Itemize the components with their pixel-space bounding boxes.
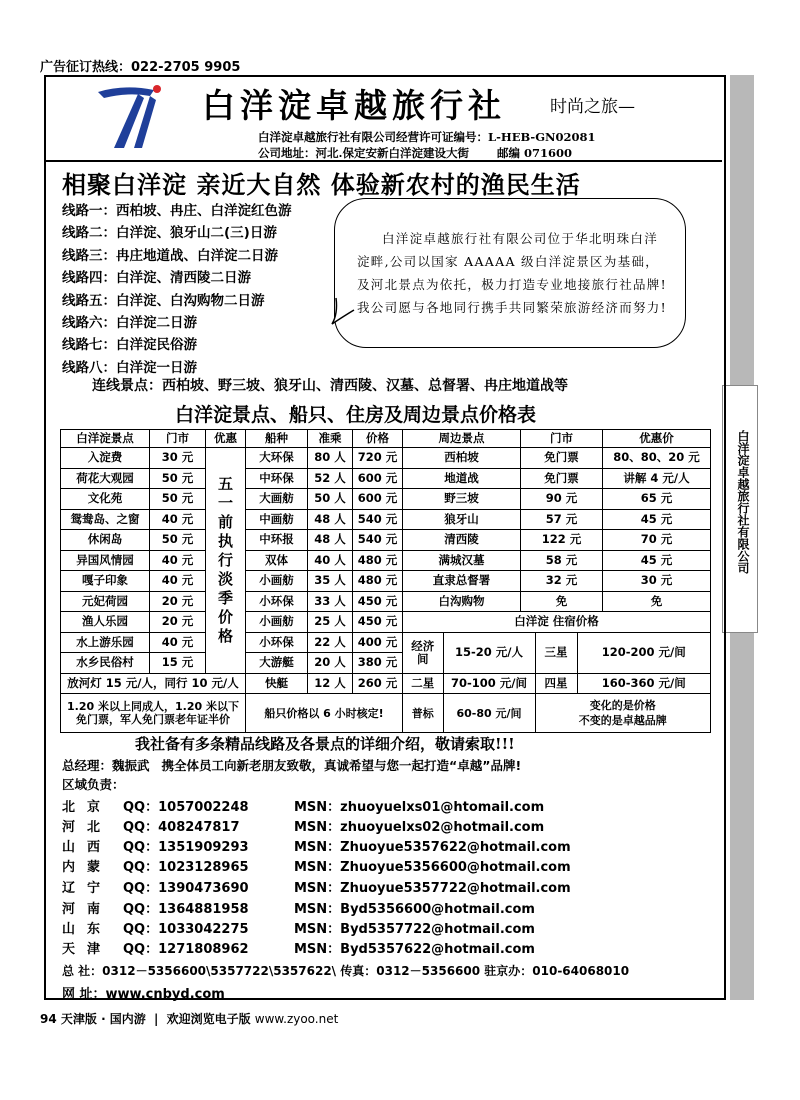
table-cell: 380 元 <box>353 653 403 674</box>
table-cell: 元妃荷园 <box>61 591 150 612</box>
table-cell: 260 元 <box>353 673 403 694</box>
region-qq: QQ：1351909293 <box>123 840 249 855</box>
footer-url[interactable]: www.zyoo.net <box>254 1012 339 1026</box>
table-cell: 狼牙山 <box>403 509 521 530</box>
region-msn: MSN：Zhuoyue5357722@hotmail.com <box>294 881 571 896</box>
connected-sights: 连线景点：西柏坡、野三坡、狼牙山、清西陵、汉墓、总督署、冉庄地道战等 <box>92 378 568 394</box>
ad-hotline: 广告征订热线：022-2705 9905 <box>40 60 241 75</box>
table-cell: 450 元 <box>353 591 403 612</box>
table-cell: 异国风情园 <box>61 550 150 571</box>
lodging-rates-row3 <box>403 694 711 733</box>
table-cell: 小环保 <box>246 591 308 612</box>
table-row <box>403 633 710 673</box>
region-msn: MSN：Zhuoyue5357622@hotmail.com <box>294 840 571 855</box>
table-cell: 40 元 <box>150 509 206 530</box>
column-header: 门市 <box>150 430 206 448</box>
company-address-line <box>258 145 572 161</box>
table-cell: 80、80、20 元 <box>603 448 711 469</box>
route-item: 线路六：白洋淀二日游 <box>62 315 197 332</box>
table-cell: 水乡民俗村 <box>61 653 150 674</box>
table-cell: 32 元 <box>521 571 603 592</box>
economy-price: 15-20 元/人 <box>443 633 535 673</box>
lodging-rates-3 <box>403 694 710 732</box>
column-header: 优惠 <box>206 430 246 448</box>
region-row <box>62 918 622 938</box>
region-row <box>62 796 622 816</box>
region-qq: QQ：1057002248 <box>123 800 249 815</box>
table-cell: 50 元 <box>150 489 206 510</box>
region-province: 河北 <box>62 820 113 835</box>
table-cell: 大游艇 <box>246 653 308 674</box>
table-row <box>61 448 711 469</box>
side-tab-label: 白洋淀卓越旅行社有限公司 <box>736 430 750 574</box>
table-cell: 中环报 <box>246 530 308 551</box>
table-cell: 入淀费 <box>61 448 150 469</box>
region-row <box>62 836 622 856</box>
boat-note: 船只价格以 6 小时核定! <box>246 694 403 733</box>
brand-note-line: 不变的是卓越品牌 <box>578 714 667 727</box>
headline: 相聚白洋淀 亲近大自然 体验新农村的渔民生活 <box>62 170 581 199</box>
table-cell: 双体 <box>246 550 308 571</box>
region-msn: MSN：zhuoyuelxs02@hotmail.com <box>294 820 545 835</box>
table-cell: 450 元 <box>353 612 403 633</box>
region-province: 山东 <box>62 922 113 937</box>
general-manager: 总经理：魏振武 <box>62 758 150 773</box>
table-cell: 免门票 <box>521 468 603 489</box>
table-cell: 中环保 <box>246 468 308 489</box>
website-link[interactable]: 网 址：www.cnbyd.com <box>62 987 225 1002</box>
company-slogan: 时尚之旅— <box>550 97 635 117</box>
region-province: 辽宁 <box>62 881 113 896</box>
region-row <box>62 856 622 876</box>
table-cell: 白沟购物 <box>403 591 521 612</box>
region-msn: MSN：Zhuoyue5356600@hotmail.com <box>294 860 571 875</box>
region-province: 山西 <box>62 840 113 855</box>
table-cell: 小环保 <box>246 632 308 653</box>
route-item: 线路五：白洋淀、白沟购物二日游 <box>62 292 265 309</box>
table-cell: 小画舫 <box>246 612 308 633</box>
three-star-label: 三星 <box>535 633 577 673</box>
table-cell: 渔人乐园 <box>61 612 150 633</box>
column-header: 准乘 <box>308 430 353 448</box>
table-cell: 免门票 <box>521 448 603 469</box>
route-item: 线路七：白洋淀民俗游 <box>62 337 197 354</box>
table-cell: 40 人 <box>308 550 353 571</box>
lodging-rates <box>403 633 710 673</box>
table-cell: 480 元 <box>353 571 403 592</box>
table-cell: 540 元 <box>353 530 403 551</box>
column-header: 价格 <box>353 430 403 448</box>
table-cell: 大环保 <box>246 448 308 469</box>
table-cell: 25 人 <box>308 612 353 633</box>
table-cell: 600 元 <box>353 489 403 510</box>
table-cell: 122 元 <box>521 530 603 551</box>
region-province: 河南 <box>62 902 113 917</box>
column-header: 白洋淀景点 <box>61 430 150 448</box>
region-row <box>62 898 622 918</box>
region-province: 天津 <box>62 942 113 957</box>
table-cell: 48 人 <box>308 530 353 551</box>
standard-price: 60-80 元/间 <box>443 694 535 732</box>
table-cell: 50 人 <box>308 489 353 510</box>
four-star-price: 160-360 元/间 <box>601 675 686 690</box>
two-star-price: 70-100 元/间 <box>443 674 535 694</box>
call-to-action: 我社备有多条精品线路及各景点的详细介绍，敬请索取!!! <box>135 735 515 753</box>
table-cell: 480 元 <box>353 550 403 571</box>
price-table-title: 白洋淀景点、船只、住房及周边景点价格表 <box>175 404 537 426</box>
table-cell: 满城汉墓 <box>403 550 521 571</box>
table-cell: 小画舫 <box>246 571 308 592</box>
company-name: 白洋淀卓越旅行社 <box>202 86 506 125</box>
region-row <box>62 938 622 958</box>
economy-label-text: 经济间 <box>411 638 435 666</box>
table-cell: 33 人 <box>308 591 353 612</box>
region-msn: MSN：zhuoyuelxs01@htomail.com <box>294 800 545 815</box>
route-item: 线路二：白洋淀、狼牙山二(三)日游 <box>62 225 277 242</box>
column-header: 周边景点 <box>403 430 521 448</box>
table-cell: 45 元 <box>603 550 711 571</box>
table-row <box>61 530 711 551</box>
economy-label <box>403 633 443 673</box>
table-cell: 15 元 <box>150 653 206 674</box>
table-cell: 50 元 <box>150 468 206 489</box>
table-row <box>61 468 711 489</box>
table-row <box>403 694 710 732</box>
route-item: 线路八：白洋淀一日游 <box>62 359 197 376</box>
table-row <box>61 489 711 510</box>
table-cell: 西柏坡 <box>403 448 521 469</box>
table-header-row <box>61 430 711 448</box>
table-cell: 文化苑 <box>61 489 150 510</box>
table-cell: 45 元 <box>603 509 711 530</box>
table-cell: 70 元 <box>603 530 711 551</box>
region-row <box>62 877 622 897</box>
table-row <box>61 694 711 733</box>
table-cell: 22 人 <box>308 632 353 653</box>
table-cell: 荷花大观园 <box>61 468 150 489</box>
table-cell: 40 元 <box>150 571 206 592</box>
headquarters-contact: 总 社：0312－5356600\5357722\5357622\ 传真：0312－5356600 驻京办：010-64068010 <box>62 964 630 978</box>
table-cell: 58 元 <box>521 550 603 571</box>
table-cell: 20 元 <box>150 591 206 612</box>
page-number: 94 <box>40 1012 57 1026</box>
intro-bubble <box>334 198 686 348</box>
table-cell: 快艇 <box>246 673 308 694</box>
region-qq: QQ：408247817 <box>123 820 240 835</box>
route-item: 线路四：白洋淀、清西陵二日游 <box>62 270 251 287</box>
column-header: 船种 <box>246 430 308 448</box>
agency-logo-icon <box>94 82 166 152</box>
region-row <box>62 816 622 836</box>
table-row <box>61 571 711 592</box>
table-cell: 嘎子印象 <box>61 571 150 592</box>
general-manager-line <box>62 756 521 774</box>
table-cell: 35 人 <box>308 571 353 592</box>
table-cell: 90 元 <box>521 489 603 510</box>
table-row <box>61 591 711 612</box>
table-row <box>61 550 711 571</box>
region-msn: MSN：Byd5357722@hotmail.com <box>294 922 535 937</box>
edition-label: 天津版 · 国内游 <box>60 1012 146 1026</box>
region-title: 区域负责： <box>62 777 125 792</box>
column-header: 优惠价 <box>603 430 711 448</box>
table-cell: 水上游乐园 <box>61 632 150 653</box>
route-list <box>62 200 292 379</box>
lodging-title: 白洋淀 住宿价格 <box>403 612 711 633</box>
route-item: 线路三：冉庄地道战、白洋淀二日游 <box>62 247 278 264</box>
lodging-rates-2 <box>403 674 710 694</box>
bubble-tail-icon <box>330 296 356 326</box>
table-cell: 30 元 <box>603 571 711 592</box>
table-cell: 直隶总督署 <box>403 571 521 592</box>
table-cell: 鸳鸯岛、之窗 <box>61 509 150 530</box>
footer-separator: | <box>154 1012 159 1026</box>
region-province: 北京 <box>62 800 113 815</box>
table-cell: 清西陵 <box>403 530 521 551</box>
region-msn: MSN：Byd5357622@hotmail.com <box>294 942 535 957</box>
table-cell: 中画舫 <box>246 509 308 530</box>
table-cell: 40 元 <box>150 550 206 571</box>
table-cell: 400 元 <box>353 632 403 653</box>
table-row <box>61 612 711 633</box>
column-header: 门市 <box>521 430 603 448</box>
postcode: 邮编 071600 <box>497 146 573 160</box>
welcome-label: 欢迎浏览电子版 <box>166 1012 251 1026</box>
table-cell: 30 元 <box>150 448 206 469</box>
lodging-rates-cell <box>403 632 711 673</box>
region-qq: QQ：1390473690 <box>123 881 249 896</box>
table-row <box>61 632 711 653</box>
table-cell: 野三坡 <box>403 489 521 510</box>
table-cell: 52 人 <box>308 468 353 489</box>
table-cell: 50 元 <box>150 530 206 551</box>
table-cell: 40 元 <box>150 632 206 653</box>
table-cell: 57 元 <box>521 509 603 530</box>
region-qq: QQ：1364881958 <box>123 902 249 917</box>
manager-message: 携全体员工向新老朋友致敬，真诚希望与您一起打造“卓越”品牌! <box>161 758 522 773</box>
page-footer <box>40 1010 338 1027</box>
table-cell: 540 元 <box>353 509 403 530</box>
table-row <box>403 674 710 694</box>
table-cell: 免 <box>603 591 711 612</box>
four-star-label: 四星 <box>535 674 577 694</box>
table-cell: 20 元 <box>150 612 206 633</box>
table-cell: 免 <box>521 591 603 612</box>
region-province: 内蒙 <box>62 860 113 875</box>
region-qq: QQ：1023128965 <box>123 860 249 875</box>
off-season-note-text: 五一前执行淡季价格 <box>218 474 234 645</box>
table-cell: 720 元 <box>353 448 403 469</box>
table-row <box>61 509 711 530</box>
off-season-note <box>206 448 246 674</box>
table-cell: 65 元 <box>603 489 711 510</box>
company-address: 公司地址：河北.保定安新白洋淀建设大街 <box>258 146 470 160</box>
header-divider <box>46 160 722 162</box>
region-qq: QQ：1033042275 <box>123 922 249 937</box>
brand-note-line: 变化的是价格 <box>589 699 656 712</box>
intro-text: 白洋淀卓越旅行社有限公司位于华北明珠白洋淀畔,公司以国家 AAAAA 级白洋淀景区为基础，及河北景点为依托，极力打造专业地接旅行社品牌!我公司愿与各地同行携手共同繁荣旅游经济而努力! <box>357 231 667 315</box>
standard-label: 普标 <box>403 694 443 732</box>
table-cell: 地道战 <box>403 468 521 489</box>
license-number: 白洋淀卓越旅行社有限公司经营许可证编号：L-HEB-GN02081 <box>258 130 596 144</box>
table-cell: 600 元 <box>353 468 403 489</box>
table-row <box>61 673 711 694</box>
region-qq: QQ：1271808962 <box>123 942 249 957</box>
table-cell: 20 人 <box>308 653 353 674</box>
route-item: 线路一：西柏坡、冉庄、白洋淀红色游 <box>62 203 292 219</box>
table-cell: 大画舫 <box>246 489 308 510</box>
table-cell: 48 人 <box>308 509 353 530</box>
ticket-note: 1.20 米以上同成人，1.20 米以下免门票，军人免门票老年证半价 <box>61 694 246 733</box>
three-star-price: 120-200 元/间 <box>601 645 686 659</box>
price-table <box>60 429 711 733</box>
table-cell: 休闲岛 <box>61 530 150 551</box>
table-cell: 12 人 <box>308 673 353 694</box>
table-cell: 讲解 4 元/人 <box>603 468 711 489</box>
river-lantern-price: 放河灯 15 元/人，同行 10 元/人 <box>61 673 246 694</box>
region-msn: MSN：Byd5356600@hotmail.com <box>294 902 535 917</box>
lodging-rates-row2 <box>403 673 711 694</box>
two-star-label: 二星 <box>403 674 443 694</box>
brand-note <box>535 694 710 732</box>
table-cell: 80 人 <box>308 448 353 469</box>
